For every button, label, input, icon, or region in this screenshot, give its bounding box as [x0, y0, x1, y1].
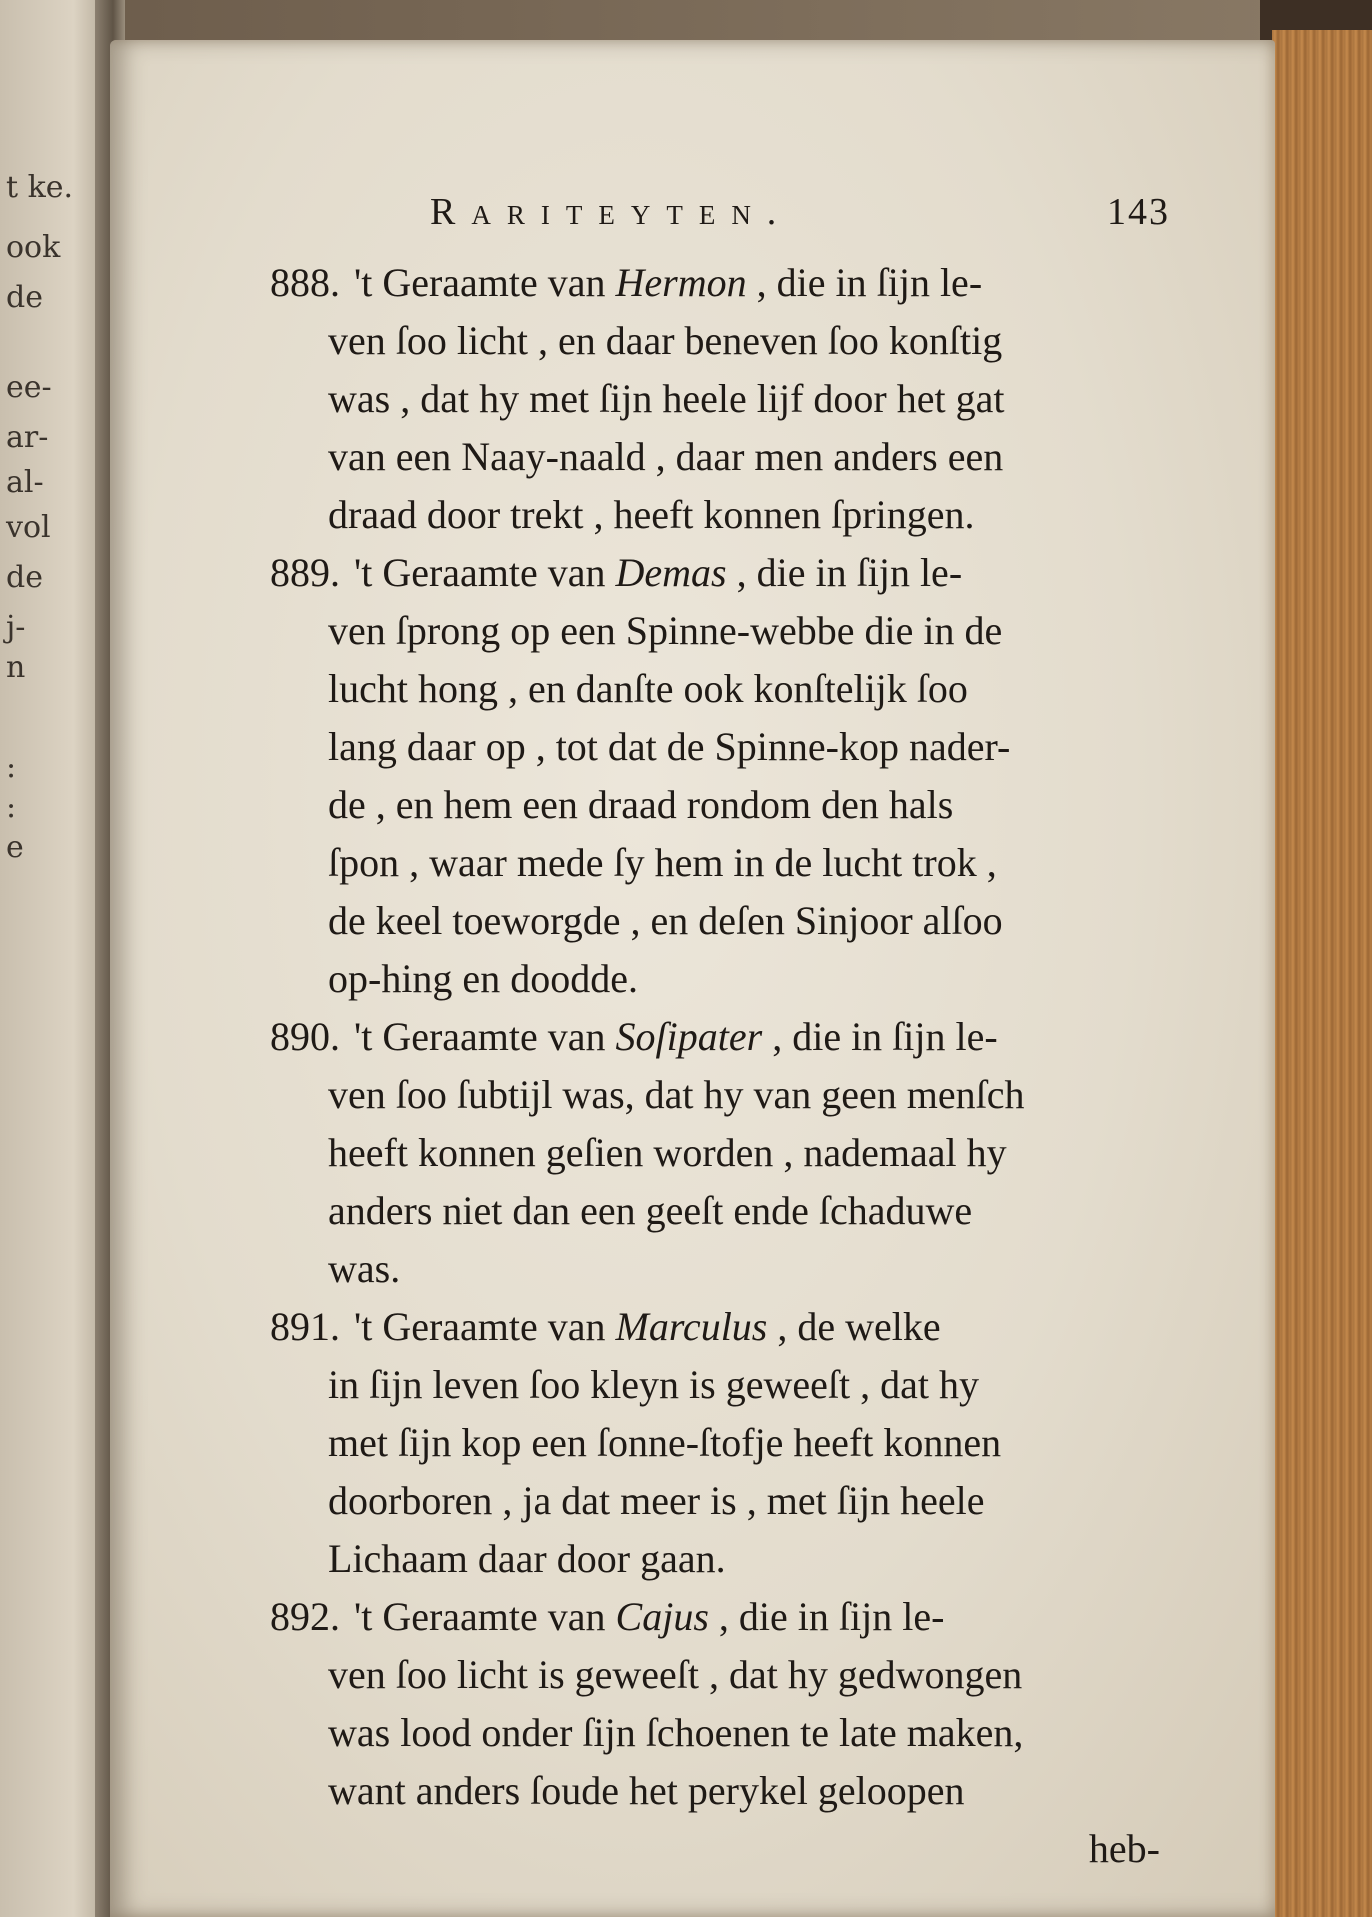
text-segment: ſpon , waar mede ſy hem in de lucht trok ,	[328, 840, 997, 885]
text-segment: van een Naay-naald , daar men anders een	[328, 434, 1004, 479]
text-segment: met ſijn kop een ſonne-ſtofje heeft konnen	[328, 1420, 1002, 1465]
text-line	[270, 1588, 1170, 1646]
text-line	[270, 834, 1170, 892]
text-segment: was.	[328, 1246, 401, 1291]
text-segment: ven ſoo ſubtijl was, dat hy van geen menſch	[328, 1072, 1025, 1117]
text-line	[270, 428, 1170, 486]
left-page-fragment: ar-	[6, 420, 49, 455]
left-page-fragment: :	[6, 750, 17, 785]
catchword: heb-	[1088, 1826, 1160, 1871]
left-page-fragment: de	[6, 280, 43, 315]
catalogue-entry	[270, 254, 1170, 544]
text-segment: ven ſoo licht , en daar beneven ſoo konſtig	[328, 318, 1003, 363]
left-page-fragment: j-	[6, 610, 26, 645]
text-segment: , die in ſijn le-	[726, 550, 963, 595]
entry-number: 890.	[270, 1014, 340, 1059]
book-page	[110, 40, 1275, 1917]
entry-number: 888.	[270, 260, 340, 305]
entry-number: 891.	[270, 1304, 340, 1349]
text-line	[270, 1240, 1170, 1298]
text-segment: lang daar op , tot dat de Spinne-kop nader-	[328, 724, 1011, 769]
text-segment: Lichaam daar door gaan.	[328, 1536, 726, 1581]
text-line	[270, 1124, 1170, 1182]
left-page-fragment: :	[6, 790, 17, 825]
text-line	[270, 1646, 1170, 1704]
text-line	[270, 892, 1170, 950]
text-line	[270, 1530, 1170, 1588]
catalogue-entry	[270, 1008, 1170, 1298]
page-number: 143	[1107, 191, 1170, 233]
text-segment: was lood onder ſijn ſchoenen te late maken,	[328, 1710, 1024, 1755]
person-name: Soſipater	[615, 1014, 763, 1059]
text-line	[270, 718, 1170, 776]
person-name: Marculus	[615, 1304, 768, 1349]
text-segment: want anders ſoude het perykel geloopen	[328, 1768, 965, 1813]
text-segment: anders niet dan een geeſt ende ſchaduwe	[328, 1188, 973, 1233]
text-line	[270, 312, 1170, 370]
page-edges	[1272, 30, 1372, 1917]
text-segment: , de welke	[767, 1304, 941, 1349]
left-page-fragment: t ke.	[6, 170, 74, 205]
entry-number: 892.	[270, 1594, 340, 1639]
text-segment: , die in ſijn le-	[746, 260, 983, 305]
text-segment: 't Geraamte van	[354, 260, 616, 305]
text-line	[270, 1704, 1170, 1762]
text-line	[270, 660, 1170, 718]
text-line	[270, 1182, 1170, 1240]
text-segment: de , en hem een draad rondom den hals	[328, 782, 954, 827]
page-text	[270, 190, 1170, 1878]
text-line	[270, 776, 1170, 834]
left-page-fragment: al-	[6, 465, 44, 500]
text-segment: , die in ſijn le-	[708, 1594, 945, 1639]
entry-number: 889.	[270, 550, 340, 595]
text-segment: 't Geraamte van	[354, 1304, 616, 1349]
text-segment: 't Geraamte van	[354, 550, 616, 595]
text-line	[270, 602, 1170, 660]
person-name: Cajus	[615, 1594, 709, 1639]
text-segment: 't Geraamte van	[354, 1594, 616, 1639]
text-segment: draad door trekt , heeft konnen ſpringen.	[328, 492, 975, 537]
text-line	[270, 1008, 1170, 1066]
text-segment: lucht hong , en danſte ook konſtelijk ſoo	[328, 666, 968, 711]
left-page-fragment: ook	[6, 230, 61, 265]
text-line	[270, 1066, 1170, 1124]
text-line	[270, 1762, 1170, 1820]
catalogue-entry	[270, 1298, 1170, 1588]
text-line	[270, 1298, 1170, 1356]
text-line	[270, 1414, 1170, 1472]
text-segment: op-hing en doodde.	[328, 956, 638, 1001]
left-page-fragment: vol	[6, 510, 51, 545]
text-line	[270, 544, 1170, 602]
person-name: Demas	[615, 550, 727, 595]
text-line	[270, 950, 1170, 1008]
entries-list	[270, 254, 1170, 1820]
left-page-fragment: e	[6, 830, 24, 865]
text-line	[270, 1356, 1170, 1414]
text-line	[270, 254, 1170, 312]
text-segment: heeft konnen geſien worden , nademaal hy	[328, 1130, 1007, 1175]
text-line	[270, 370, 1170, 428]
text-segment: de keel toeworgde , en deſen Sinjoor alſoo	[328, 898, 1003, 943]
running-head	[270, 190, 1170, 250]
text-segment: ven ſoo licht is geweeſt , dat hy gedwongen	[328, 1652, 1023, 1697]
running-head-title: Rariteyten.	[430, 191, 793, 233]
text-segment: ven ſprong op een Spinne-webbe die in de	[328, 608, 1003, 653]
text-segment: doorboren , ja dat meer is , met ſijn heele	[328, 1478, 985, 1523]
left-page-fragment: ee-	[6, 370, 52, 405]
text-segment: was , dat hy met ſijn heele lijf door het gat	[328, 376, 1005, 421]
text-line	[270, 486, 1170, 544]
left-facing-page	[0, 0, 105, 1917]
left-page-fragment: de	[6, 560, 43, 595]
catalogue-entry	[270, 1588, 1170, 1820]
left-page-fragment: n	[6, 650, 26, 685]
catalogue-entry	[270, 544, 1170, 1008]
text-segment: , die in ſijn le-	[762, 1014, 998, 1059]
text-line	[270, 1472, 1170, 1530]
text-segment: in ſijn leven ſoo kleyn is geweeſt , dat hy	[328, 1362, 979, 1407]
person-name: Hermon	[615, 260, 747, 305]
text-segment: 't Geraamte van	[354, 1014, 616, 1059]
